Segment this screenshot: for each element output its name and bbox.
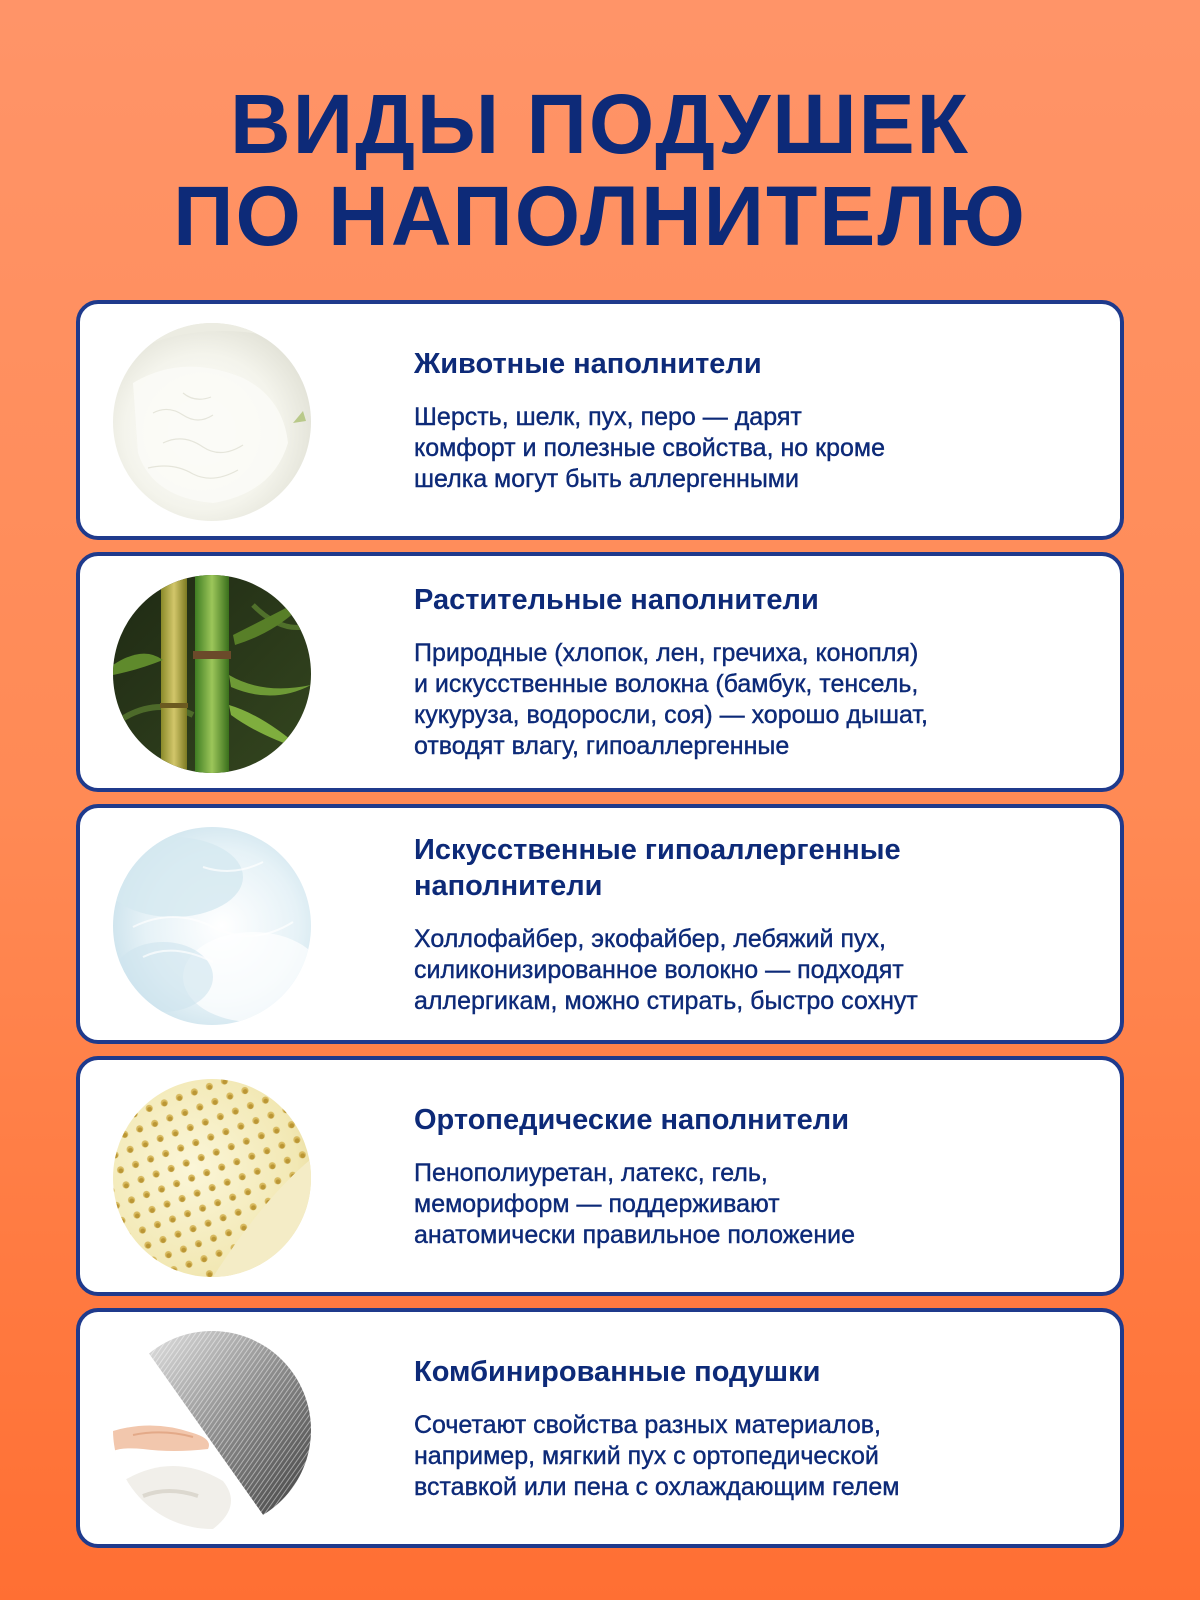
card-description: [414, 638, 1080, 762]
card-text: [414, 556, 1080, 788]
card-text: [414, 808, 1080, 1040]
latex-foam-photo: [113, 1079, 311, 1277]
card-description-line: мемориформ — поддерживают: [414, 1189, 780, 1218]
bamboo-stalks-photo: [113, 575, 311, 773]
feather-and-memory-foam-photo: [113, 1331, 311, 1529]
card-title: Комбинированные подушки: [414, 1355, 821, 1388]
card-title: Искусственные гипоаллергенные наполнители: [414, 833, 901, 902]
synthetic-fiber-photo: [113, 827, 311, 1025]
white-wool-filling-photo: [113, 323, 311, 521]
card-orthopedic-fillers: [76, 1056, 1124, 1296]
card-description-line: шелка могут быть аллергенными: [414, 464, 799, 493]
card-description-line: и искусственные волокна (бамбук, тенсель,: [414, 670, 919, 698]
card-combined-pillows: [76, 1308, 1124, 1548]
card-animal-fillers: [76, 300, 1124, 540]
card-description-line: Холлофайбер, экофайбер, лебяжий пух,: [414, 924, 886, 953]
card-description-line: комфорт и полезные свойства, но кроме: [414, 433, 885, 462]
card-title: Ортопедические наполнители: [414, 1103, 850, 1136]
filler-cards-list: [76, 300, 1124, 1560]
card-description-line: например, мягкий пух с ортопедической: [414, 1441, 879, 1470]
card-description-line: вставкой или пена с охлаждающим гелем: [414, 1472, 900, 1501]
card-description-line: аллергикам, можно стирать, быстро сохнут: [414, 986, 918, 1015]
card-synthetic-fillers: [76, 804, 1124, 1044]
card-text: [414, 304, 1080, 536]
page-title: [0, 78, 1200, 262]
card-description: [414, 402, 1080, 495]
card-text: [414, 1312, 1080, 1544]
card-description-line: силиконизированное волокно — подходят: [414, 955, 904, 984]
card-description: [414, 1158, 1080, 1251]
card-title: Животные наполнители: [414, 347, 762, 380]
card-description-line: Шерсть, шелк, пух, перо — дарят: [414, 402, 802, 431]
card-description-line: анатомически правильное положение: [414, 1220, 856, 1249]
card-plant-fillers: [76, 552, 1124, 792]
card-description-line: кукуруза, водоросли, соя) — хорошо дышат,: [414, 701, 929, 729]
card-description-line: Природные (хлопок, лен, гречиха, конопля): [414, 639, 919, 667]
page-title-line-1: ВИДЫ ПОДУШЕК: [230, 77, 970, 171]
card-description-line: Пенополиуретан, латекс, гель,: [414, 1158, 768, 1187]
page-title-line-2: ПО НАПОЛНИТЕЛЮ: [173, 169, 1027, 263]
card-description-line: отводят влагу, гипоаллергенные: [414, 732, 790, 760]
card-description-line: Сочетают свойства разных материалов,: [414, 1410, 881, 1439]
card-description: [414, 924, 1080, 1017]
card-title: Растительные наполнители: [414, 584, 819, 616]
card-description: [414, 1410, 1080, 1503]
card-text: [414, 1060, 1080, 1292]
